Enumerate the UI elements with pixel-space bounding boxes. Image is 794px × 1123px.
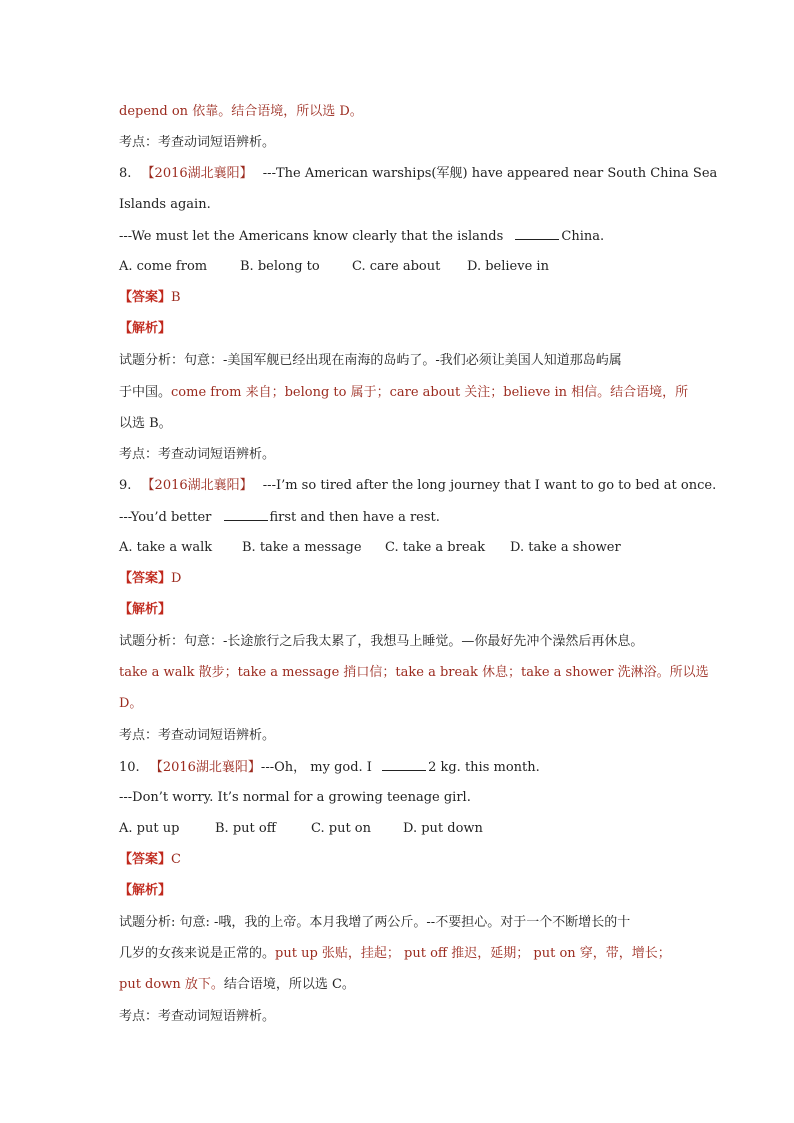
q8-answer [119, 289, 181, 307]
q8-analysis-tag: 【解析】 [119, 321, 172, 336]
q10-number: 10. [119, 760, 140, 775]
q8-answer-tag: 【答案】 [119, 290, 172, 305]
q8-source: 【2016湖北襄阳】 [141, 166, 253, 181]
q9-answer [119, 570, 181, 588]
q9-option-b: B. take a message [242, 540, 362, 555]
q8-answer-value: B [171, 290, 181, 305]
q8-line2: Islands again. [119, 197, 211, 212]
q10-blank [382, 758, 426, 771]
q8-line3-pre: ---We must let the Americans know clearly that the islands [119, 229, 504, 244]
q9-analysis-tag: 【解析】 [119, 602, 172, 617]
q10-analysis3-black: 结合语境，所以选 C。 [223, 977, 355, 992]
q8-line1 [119, 165, 717, 183]
q8-text-line1: ---The American warships(军舰) have appeared near South China Sea [262, 166, 718, 181]
q10-option-a: A. put up [119, 821, 180, 836]
q10-answer-tag: 【答案】 [119, 852, 172, 867]
q9-option-c: C. take a break [385, 540, 486, 555]
q9-answer-tag: 【答案】 [119, 571, 172, 586]
q9-line2-pre: ---You’d better [119, 510, 212, 525]
q9-source: 【2016湖北襄阳】 [141, 478, 253, 493]
q10-analysis3-red: put down 放下。 [119, 977, 224, 992]
q10-answer [119, 851, 181, 869]
q10-analysis-tag: 【解析】 [119, 883, 172, 898]
q8-option-a: A. come from [119, 259, 208, 274]
q10-line2: ---Don’t worry. It’s normal for a growing teenage girl. [119, 790, 471, 805]
q9-answer-value: D [171, 571, 182, 586]
q9-option-d: D. take a shower [510, 540, 621, 555]
q10-line1-post: 2 kg. this month. [428, 760, 540, 775]
q8-line3-post: China. [561, 229, 605, 244]
q9-line1 [119, 477, 716, 495]
q10-kaodian: 考点：考查动词短语辨析。 [119, 1009, 276, 1024]
q9-number: 9. [119, 478, 132, 493]
q10-option-c: C. put on [311, 821, 371, 836]
q8-line3 [119, 227, 604, 246]
q8-number: 8. [119, 166, 132, 181]
q9-options [119, 539, 621, 557]
q10-option-b: B. put off [215, 821, 276, 836]
q9-analysis2: take a walk 散步；take a message 捎口信；take a break 休息；take a shower 洗淋浴。所以选 [119, 665, 709, 680]
q10-analysis3 [119, 976, 355, 994]
q9-kaodian: 考点：考查动词短语辨析。 [119, 728, 276, 743]
q10-line1-pre: ---Oh， my god. I [260, 760, 372, 775]
intro-red-text: depend on 依靠。结合语境，所以选 D。 [119, 104, 363, 119]
q10-analysis2 [119, 945, 671, 963]
q8-analysis3: 以选 B。 [119, 416, 172, 431]
q9-line2-post: first and then have a rest. [269, 510, 440, 525]
q8-analysis2-red: come from 来自；belong to 属于；care about 关注；believe in 相信。结合语境，所 [171, 385, 689, 400]
q10-options [119, 820, 483, 838]
q10-line1 [119, 758, 540, 777]
q9-analysis3: D。 [119, 696, 143, 711]
q10-analysis2-black: 几岁的女孩来说是正常的。 [119, 946, 276, 961]
q8-analysis2-black: 于中国。 [119, 385, 172, 400]
q8-analysis1: 试题分析：句意：-美国军舰已经出现在南海的岛屿了。-我们必须让美国人知道那岛屿属 [119, 353, 622, 368]
q9-option-a: A. take a walk [119, 540, 213, 555]
q10-option-d: D. put down [403, 821, 483, 836]
q10-answer-value: C [171, 852, 181, 867]
q8-analysis2 [119, 384, 688, 402]
q8-blank [515, 227, 559, 240]
q9-blank [224, 508, 268, 521]
intro-kaodian: 考点：考查动词短语辨析。 [119, 135, 276, 150]
q10-source: 【2016湖北襄阳】 [149, 760, 261, 775]
q8-option-b: B. belong to [240, 259, 320, 274]
q9-line2 [119, 508, 440, 527]
q10-analysis1: 试题分析: 句意: -哦，我的上帝。本月我增了两公斤。--不要担心。对于一个不断增长的十 [119, 915, 631, 930]
q10-analysis2-red: put up 张贴，挂起； put off 推迟，延期； put on 穿，带，增长； [275, 946, 671, 961]
q8-options [119, 258, 549, 276]
q9-text-line1: ---I’m so tired after the long journey that I want to go to bed at once. [262, 478, 717, 493]
q8-option-c: C. care about [352, 259, 441, 274]
q9-analysis1: 试题分析：句意：-长途旅行之后我太累了，我想马上睡觉。—你最好先冲个澡然后再休息。 [119, 634, 644, 649]
q8-kaodian: 考点：考查动词短语辨析。 [119, 447, 276, 462]
q8-option-d: D. believe in [467, 259, 549, 274]
